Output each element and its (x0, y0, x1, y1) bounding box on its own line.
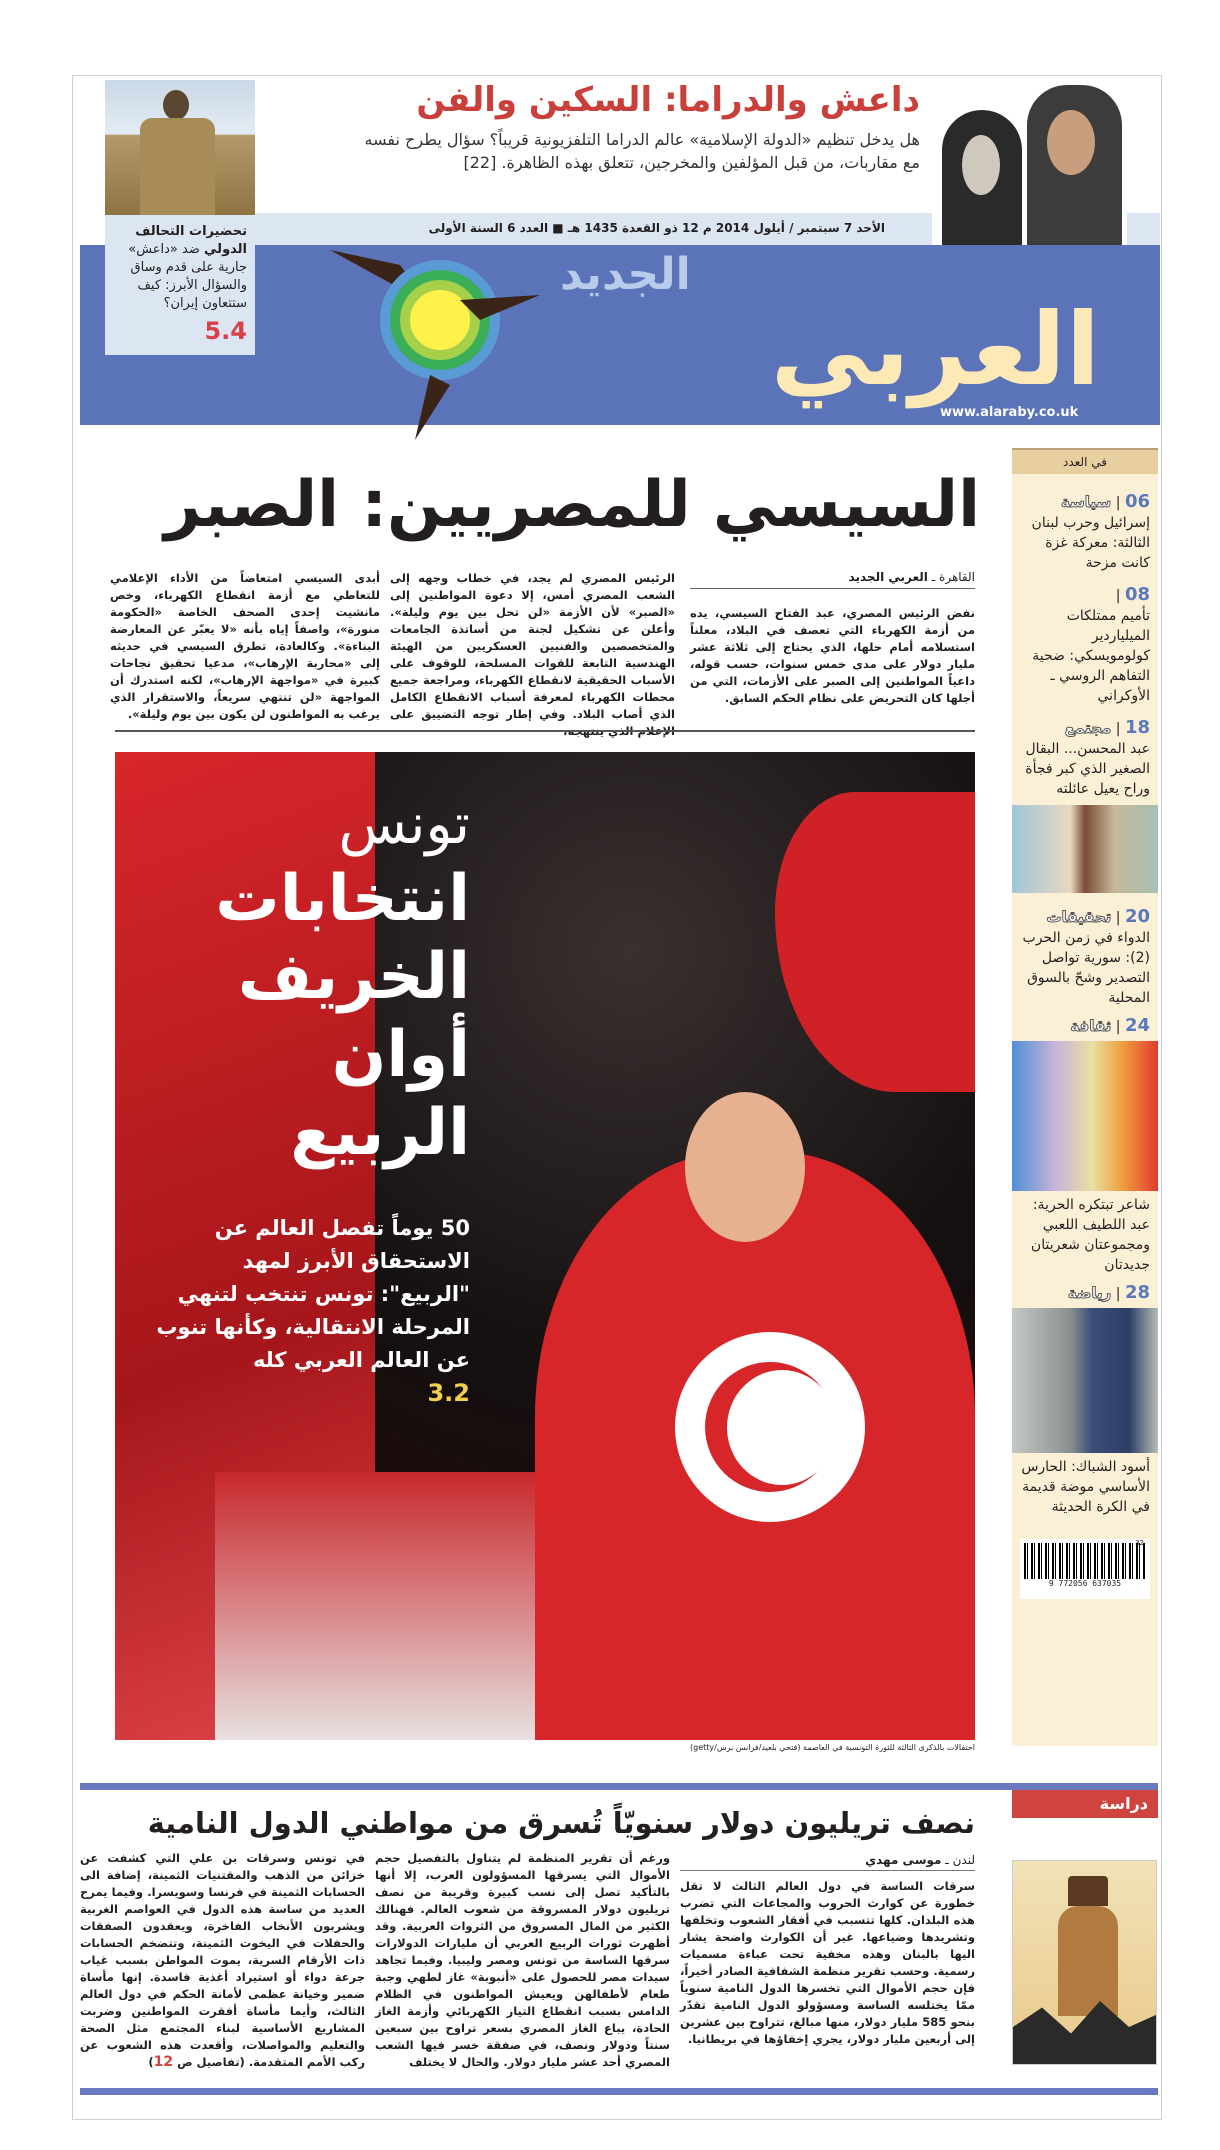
top-left-teaser[interactable] (105, 80, 255, 355)
feature-caption: احتفالات بالذكرى الثالثة للثورة التونسية في العاصمة (فتحي بلعيد/فرانس برس/getty) (690, 1743, 975, 1752)
feature-summary: 50 يوماً تفصل العالم عن الاستحقاق الأبرز لمهد "الربيع": تونس تنتخب لتنهي المرحلة الانتقالية، وكأنها تنوب عن العالم العربي كله (156, 1216, 470, 1372)
lead-col-2: الرئيس المصري لم يجد، في خطاب وجهه إلى الشعب المصري أمس، إلا دعوة المواطنين إلى «الصبر» لأن الأزمة «لن تحل بين يوم وليلة». وأعلن عن تشكيل لجنة من أساتذة الجامعات والمتخصصين والفنيين العسكريين من الهيئة الهندسية التابعة للقوات المسلحة، للوقوف على الأسباب الحقيقية لانقطاع الكهرباء، ومراجعة جميع محطات الكهرباء لمعرفة أسباب الانقطاع الكامل الذي أصاب البلاد. وفي إطار توجه التضييق على (390, 571, 675, 721)
feature-text[interactable] (150, 790, 470, 1409)
byline-place: لندن ـ (945, 1853, 975, 1867)
item-page: 20 (1124, 906, 1150, 927)
details-close: ) (148, 2055, 154, 2069)
details-label: (تفاصيل ص (177, 2055, 245, 2069)
bird-logo-icon (320, 225, 550, 440)
item-page: 06 (1124, 491, 1150, 512)
item-text: عبد المحسن... البقال الصغير الذي كبر فجأة وراح يعيل عائلته (1025, 741, 1150, 797)
grocer-boy-photo (1012, 805, 1158, 893)
item-section: رياضة (1067, 1284, 1112, 1302)
study-col-2: ورغم أن تقرير المنظمة لم يتناول بالتفصيل حجم الأموال التي يسرقها المسؤولون العرب، إلا أنها بالتأكيد تصل إلى نسب كبيرة وقريبة من نصف تريليون دولار المسروقة من شعوب العالم. فهنالك الكثير من المال المسروق من الثروات العربية. وقد أظهرت ثورات الربيع العربي أن مليارات الدولارات سرقها الساسة من تونس ومصر وليبيا. وفيما تجاهد سيدات مصر للحصول على «أنبوبة» غاز لطهي وجبة طعام لأطفالهن ويعيش المواطنون في الظلام الدامس بسبب انقطاع التيار الكهربائي وأزمة الغاز الحادة، يباع الغاز المصري بسعر تراوح بين سبعين سنتاً ودولار ونصف، في صفقة خسر فيها الشعب المصري أحد عشر مليار دولار. والحال لا يختلف (375, 1851, 670, 2069)
sidebar (1012, 448, 1158, 1746)
sidebar-item-28[interactable]: 28 | رياضة أسود الشباك: الحارس الأساسي موضة قديمة في الكرة الحديثة (1012, 1283, 1158, 1517)
top-teaser-text: هل يدخل تنظيم «الدولة الإسلامية» عالم الدراما التلفزيونية قريباً؟ سؤال يطرح نفسه مع مقاربات، من قبل المؤلفين والمخرجين، تتعلق بهذه الظاهرة. [22] (364, 130, 920, 172)
poet-portrait (1012, 1041, 1158, 1191)
barcode-number: 9 772056 637035 (1048, 1579, 1122, 1588)
website-link[interactable]: www.alaraby.co.uk (940, 405, 1079, 420)
dateline: الأحد 7 سبتمبر / أيلول 2014 م 12 ذو القعدة 1435 هـ ■ العدد 6 السنة الأولى (428, 221, 885, 235)
teaser-page-ref: 5.4 (204, 317, 247, 345)
item-text: إسرائيل وحرب لبنان الثالثة: معركة غزة كانت مزحة (1031, 515, 1150, 571)
feature-headline-1: انتخابات (215, 862, 470, 936)
top-teaser[interactable] (360, 78, 920, 174)
study-col-1: سرقات الساسة في دول العالم الثالث لا تقل خطورة عن كوارث الحروب والمجاعات التي تضرب هذه البلدان. كلها تتسبب في أفقار الشعوب وتخلفها وتشريدها وضياعها. غير أن الكوارث واضحة يشار اليها بالبنان وهذه مخفية تحت عباءة مسميات رسمية. وحسب تقرير منظمة الشفافية الصادر أخيراً، فإن حجم الأموال التي تخسرها الدول النامية سنوياً ممّا يختلسه الساسة ومسؤولو الدول النامية تقدّر بنحو 585 مليار دولار، منها مبالغ، تتراوح بين عشرين إلى أربعين مليار دولار، يجري إخفاؤها في بريطانيا. (680, 1879, 975, 2046)
item-text: شاعر تبتكره الحرية: عبد اللطيف اللعبي ومجموعتان شعريتان جديدتان (1030, 1197, 1150, 1273)
lead-headline[interactable]: السيسي للمصريين: الصبر (164, 468, 980, 542)
teaser-bold: تحضيرات التحالف الدولي (135, 224, 247, 257)
feature-headline-3: أوان (331, 1018, 470, 1092)
sidebar-item-24[interactable]: 24 | ثقافة شاعر تبتكره الحرية: عبد اللطيف اللعبي ومجموعتان شعريتان جديدتان (1012, 1016, 1158, 1275)
item-section: تحقيقات (1046, 908, 1112, 926)
col3-text: في تونس وسرقات بن علي التي كشفت عن خزائن من الذهب والمقتنيات الثمينة، إضافة الى الحسابات الثمينة في فرنسا وسويسرا. وفيما يمرح العديد من ساسة هذه الدول في العواصم الغربية ويشربون الأنخاب الفاخرة، ويعقدون الصفقات والحفلات في اليخوت الثمينة، وتتضخم الحسابات ذات الأرقام السرية، يموت المواطن بسبب غياب جرعة دواء أو استيراد أغذية فاسدة. إنها مأساة ضمير وخيانة عظمى لأمانة الحكم في دول العالم الثالث، وأيما مأساة أفقرت المواطنين وضربت المشاريع الأساسية لبناء المجتمع مثل الصحة والتعليم والمواصلات، وأقعدت هذه الشعوب عن ركب الأمم المتقدمة. (80, 1851, 365, 2069)
lead-byline (690, 570, 975, 589)
feature-kicker: تونس (338, 792, 470, 857)
sidebar-item-08[interactable]: 08 | تأميم ممتلكات الميلياردير كولومويسكي: ضحية التفاهم الروسي ـ الأوكراني (1012, 585, 1158, 706)
drama-actors-photo (932, 80, 1127, 245)
teaser-text: ضد «داعش» جارية على قدم وساق والسؤال الأبرز: كيف ستتعاون إيران؟ (128, 242, 247, 311)
logo-sub: الجديد (560, 249, 691, 300)
item-page: 28 (1124, 1282, 1150, 1303)
study-byline (680, 1853, 975, 1871)
study-label: دراسة (1012, 1790, 1158, 1818)
item-section: ثقافة (1070, 1017, 1112, 1035)
sidebar-item-06[interactable]: 06 | سياسة إسرائيل وحرب لبنان الثالثة: معركة غزة كانت مزحة (1012, 492, 1158, 573)
item-section: سياسة (1060, 493, 1112, 511)
sidebar-item-20[interactable]: 20 | تحقيقات الدواء في زمن الحرب (2): سورية تواصل التصدير وشحّ بالسوق المحلية (1012, 907, 1158, 1008)
barcode (1020, 1539, 1150, 1599)
top-teaser-headline: داعش والدراما: السكين والفن (416, 80, 920, 120)
feature-headline-4: الربيع (290, 1096, 470, 1170)
feature-headline-2: الخريف (237, 940, 470, 1014)
item-page: 24 (1124, 1015, 1150, 1036)
byline-source: العربي الجديد (848, 570, 928, 584)
lead-col-1: نفض الرئيس المصري، عبد الفتاح السيسي، يده من أزمة الكهرباء التي تعصف في البلاد، معلناً استسلامه أمام حلها، الذي يحتاج إلى ثلاثة عشر مليار دولار على مدى خمس سنوات، حسب قوله، داعياً المواطنين إلى الصبر على الأزمات، التي من أجلها كان التحريض على نظام الحكم السابق. (690, 606, 975, 705)
sidebar-title: في العدد (1012, 448, 1158, 474)
study-headline[interactable]: نصف تريليون دولار سنويّاً تُسرق من مواطني الدول النامية (147, 1806, 975, 1840)
item-text: الدواء في زمن الحرب (2): سورية تواصل التصدير وشحّ بالسوق المحلية (1022, 930, 1150, 1006)
item-text: أسود الشباك: الحارس الأساسي موضة قديمة في الكرة الحديثة (1021, 1459, 1150, 1515)
cartoon-illustration (1012, 1860, 1157, 2065)
blue-rule-top (80, 1783, 1158, 1790)
study-col-3 (80, 1850, 365, 2071)
feature-page-ref: 3.2 (427, 1379, 470, 1407)
logo-main: العربي (770, 291, 1100, 408)
lead-col-3: أبدى السيسي امتعاضاً من الأداء الإعلامي للتعاطي مع أزمة انقطاع الكهرباء، وخص مانشيت إحدى الصحف الخاصة «الحكومة منورة»، واصفاً إياه بأنه «لا يعبّر عن المعارضة البناءة». وكالعادة، تطرق السيسي في حديثه إلى «محاربة الإرهاب»، مدعيا تحقيق نجاحات كبيرة في «مواجهة الإرهاب»، لكنه استدرك أن المواجهة «لن تنتهي سريعاً، والاستقرار الذي يرغب به المواطنون لن يكون بين يوم وليلة». (110, 571, 380, 721)
divider (115, 730, 975, 732)
sidebar-item-18[interactable]: 18 | مجتمع عبد المحسن... البقال الصغير الذي كبر فجأة وراح يعيل عائلته (1012, 718, 1158, 799)
goalkeeper-photo (1012, 1308, 1158, 1453)
byline-author: موسى مهدي (865, 1853, 942, 1867)
item-page: 08 (1124, 584, 1150, 605)
item-page: 18 (1124, 717, 1150, 738)
byline-place: القاهرة ـ (931, 570, 975, 584)
barcode-addon: 32 (1135, 1539, 1144, 1547)
item-section: مجتمع (1064, 719, 1112, 737)
soldier-photo (105, 80, 255, 215)
item-text: تأميم ممتلكات الميلياردير كولومويسكي: ضحية التفاهم الروسي ـ الأوكراني (1032, 608, 1150, 704)
details-page[interactable]: 12 (153, 2054, 174, 2070)
blue-rule-bottom (80, 2088, 1158, 2095)
